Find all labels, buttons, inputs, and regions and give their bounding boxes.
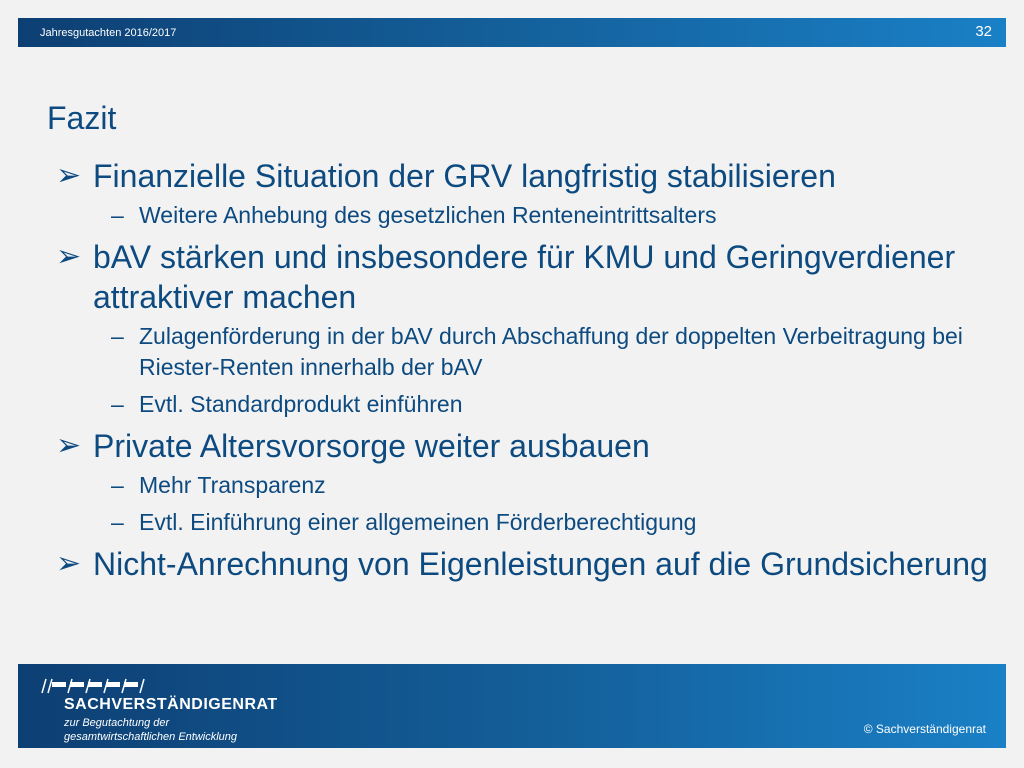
bullet-item <box>47 237 997 317</box>
footer-bar <box>18 664 1006 748</box>
sub-bullet-text: Zulagenförderung in der bAV durch Abschaffung der doppelten Verbeitragung bei Riester-Renten innerhalb der bAV <box>139 323 963 380</box>
dash-bullet-icon: – <box>111 323 124 349</box>
sub-bullet-item <box>47 200 997 231</box>
sub-bullet-text: Weitere Anhebung des gesetzlichen Renteneintrittsalters <box>139 202 717 228</box>
header-bar <box>18 18 1006 47</box>
org-name: SACHVERSTÄNDIGENRAT <box>64 696 278 713</box>
bullet-text: bAV stärken und insbesondere für KMU und Geringverdiener attraktiver machen <box>93 239 956 315</box>
arrow-bullet-icon: ➢ <box>56 159 82 192</box>
arrow-bullet-icon: ➢ <box>56 429 82 462</box>
arrow-bullet-icon: ➢ <box>56 240 82 273</box>
bullet-text: Finanzielle Situation der GRV langfristig stabilisieren <box>93 158 836 194</box>
logo-mark-icon <box>40 678 170 694</box>
org-subtitle-line: zur Begutachtung der <box>64 717 170 729</box>
bullet-text: Private Altersvorsorge weiter ausbauen <box>93 428 650 464</box>
report-title: Jahresgutachten 2016/2017 <box>40 27 177 39</box>
dash-bullet-icon: – <box>111 391 124 417</box>
bullet-item <box>47 544 997 584</box>
org-subtitle-line: gesamtwirtschaftlichen Entwicklung <box>64 731 238 743</box>
copyright: © Sachverständigenrat <box>863 722 986 736</box>
bullet-item <box>47 426 997 466</box>
sub-bullet-text: Evtl. Einführung einer allgemeinen Förderberechtigung <box>139 509 697 535</box>
page-number: 32 <box>975 23 992 40</box>
dash-bullet-icon: – <box>111 472 124 498</box>
dash-bullet-icon: – <box>111 202 124 228</box>
slide-title: Fazit <box>47 100 117 136</box>
bullet-list <box>47 156 997 588</box>
sub-bullet-item <box>47 507 997 538</box>
sub-bullet-item <box>47 470 997 501</box>
dash-bullet-icon: – <box>111 509 124 535</box>
sub-bullet-item <box>47 389 997 420</box>
sub-bullet-item <box>47 321 997 383</box>
sub-bullet-text: Mehr Transparenz <box>139 472 326 498</box>
bullet-item <box>47 156 997 196</box>
arrow-bullet-icon: ➢ <box>56 547 82 580</box>
org-subtitle <box>64 716 237 744</box>
sub-bullet-text: Evtl. Standardprodukt einführen <box>139 391 463 417</box>
bullet-text: Nicht-Anrechnung von Eigenleistungen auf die Grundsicherung <box>93 546 988 582</box>
